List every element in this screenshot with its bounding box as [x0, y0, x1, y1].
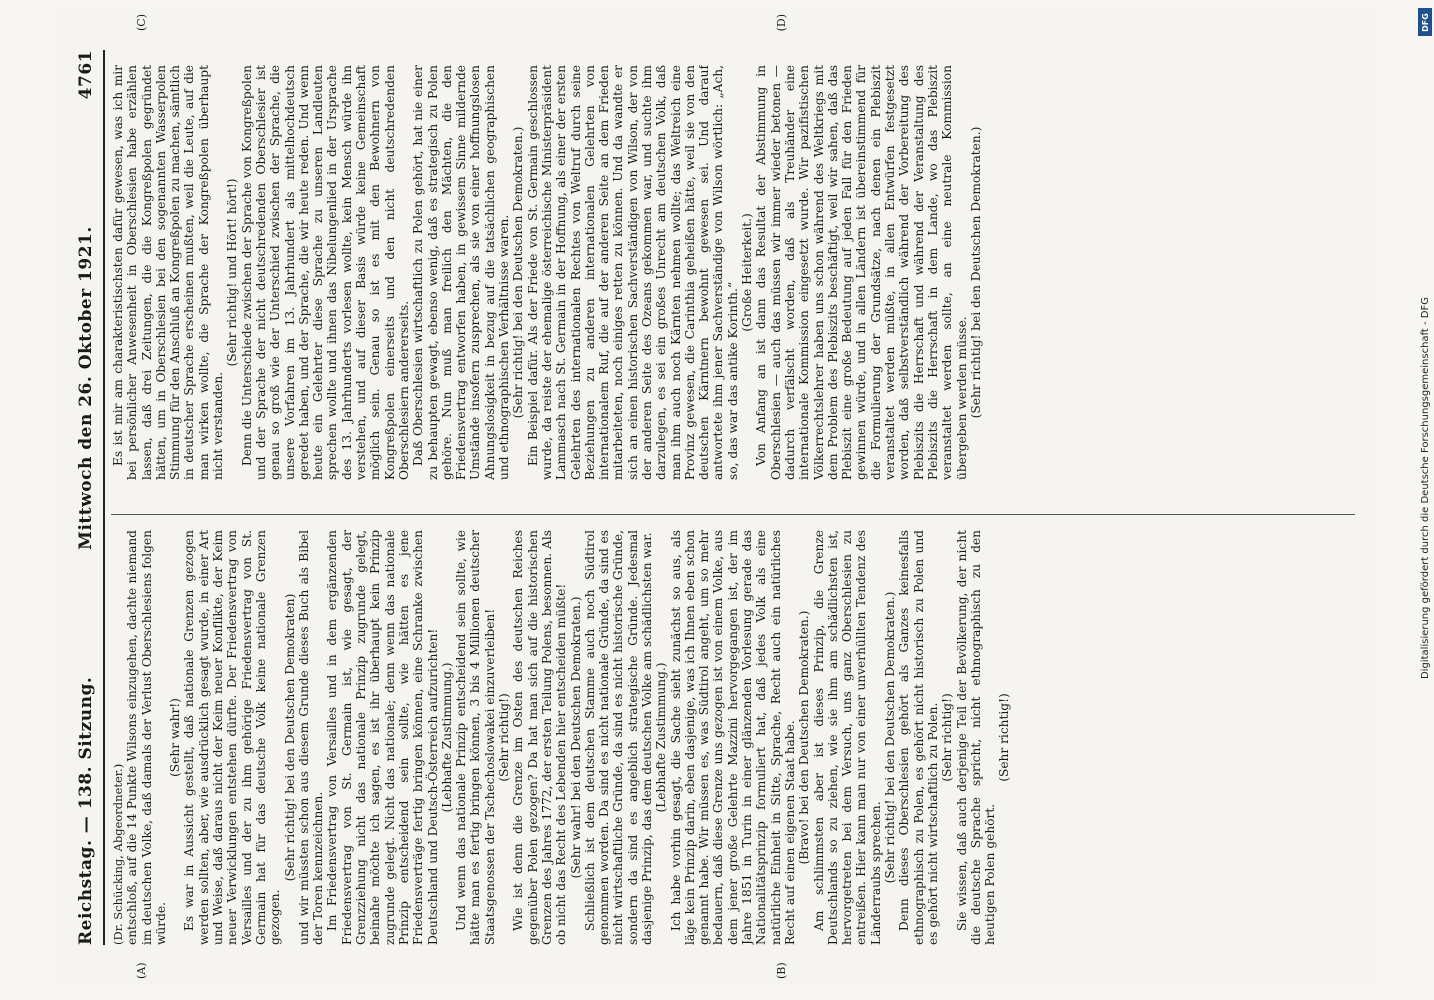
- interjection: (Sehr richtig! bei den Deutschen Demokraten): [282, 593, 297, 882]
- interjection: (Sehr richtig!): [940, 693, 955, 782]
- paragraph: Im Friedensvertrag von Versailles und in dem ergänzenden Friedensvertrag von St. Germain ist, wie gesagt, der Grenzziehung nicht das nationale Prinzip zugrunde gelegt, beinahe möchte ich sagen, es ist ihr überhaupt kein Prinzip zugrunde gelegt. Nicht das nationale; denn wenn das nationale Prinzip entscheidend sein sollte, wie hätten es jene Friedensverträge fertig bringen können, eine Schranke zwischen Deutschland und Deutsch-Österreich aufzurichten!: [325, 530, 440, 945]
- page-header: [73, 50, 99, 945]
- paragraph: entschloß, auf die 14 Punkte Wilsons einzugehen, dachte niemand im deutschen Volke, daß damals der Verlust Oberschlesiens folgen würde.: [125, 530, 168, 945]
- digitization-note: [1418, 40, 1434, 960]
- paragraph: Daß Oberschlesien wirtschaftlich zu Polen gehört, hat nie einer zu behaupten gewagt, ebenso wenig, daß es strategisch zu Polen gehöre. Nun muß man freilich den Mächten, die den Friedensvertrag entworfen haben, in gewissem Sinne mildernde Umstände insofern zusprechen, als sie von einer hoffnungslosen Ahnungslosigkeit in bezug auf die tatsächlichen geographischen und ethnographischen Verhältnisse waren.: [411, 65, 512, 480]
- margin-marker-c: (C): [135, 14, 148, 31]
- rotated-document-page: [55, 10, 1375, 985]
- interjection: (Sehr richtig! und Hört! hört!): [225, 178, 240, 367]
- paragraph: und wir müssten schon aus diesem Grunde dieses Buch als Bibel der Toren kennzeichnen.: [296, 530, 326, 945]
- interjection: (Sehr wahr!): [168, 698, 183, 777]
- interjection: (Große Heiterkeit.): [740, 213, 755, 332]
- interjection: (Sehr richtig! bei den Deutschen Demokraten.): [883, 591, 898, 884]
- column-divider: [111, 514, 1355, 515]
- paragraph: Und wenn das nationale Prinzip entscheidend sein sollte, wie hätte man es fertig bringen können, 3 bis 4 Millionen deutscher Staatsgenossen der Tschechoslowakei einzuverleiben!: [454, 530, 497, 945]
- interjection: (Lebhafte Zustimmung.): [439, 662, 454, 813]
- paragraph: Ein Beispiel dafür. Als der Friede von St. Germain geschlossen wurde, da reiste der ehemalige österreichische Ministerpräsident Lammasch nach St. Germain in der Hoffnung, als einer der ersten Gelehrten des internationalen Rechtes von Weltruf durch seine Beziehungen zu anderen internationalen Gelehrten von internationalem Ruf, die auf der anderen Seite an dem Frieden mitarbeiteten, noch einiges retten zu können. Und da wandte er sich an einen historischen Sachverständigen von Wilson, der von der anderen Seite des Ozeans gekommen war, und suchte ihm darzulegen, es sei ein großes Unrecht am deutschen Volk, daß man ihm auch noch Kärnten nehmen wollte; das Weltreich eine Provinz gewesen, die Carinthia geheißen hätte, weil sie von den deutschen Kärntnern bewohnt gewesen sei. Und darauf antwortete ihm jener Sachverständige von Wilson wörtlich: „Ach, so, das war das antike Korinth.“: [525, 65, 740, 480]
- page-number: 4761: [76, 50, 96, 100]
- paragraph: Denn die Unterschiede zwischen der Sprache von Kongreßpolen und der Sprache der nicht deutschredenden Oberschlesier ist genau so groß wie der Unterschied zwischen der Sprache, die unsere Vorfahren im 13. Jahrhundert als mittelhochdeutsch geredet haben, und der Sprache, die wir heute reden. Und wenn heute ein Gelehrter diese Sprache zu unseren Landleuten sprechen wollte und ihnen das Nibelungenlied in der Ursprache des 13. Jahrhunderts vorlesen wollte, kein Mensch würde ihn verstehen, und auf dieser Basis würde keine Gemeinschaft möglich sein. Genau so ist es mit den Bewohnern von Kongreßpolen einerseits und den nicht deutschredenden Oberschlesiern andererseits.: [239, 65, 411, 480]
- interjection: (Bravo! bei den Deutschen Demokraten.): [797, 610, 812, 865]
- header-rule: [103, 50, 105, 945]
- digitization-note-text: Digitalisierung gefördert durch die Deutsche Forschungsgemeinschaft - DFG: [1420, 297, 1431, 680]
- margin-marker-b: (B): [775, 962, 788, 979]
- right-text-column: [111, 65, 1355, 480]
- paragraph: Denn dieses Oberschlesien gehört als Ganzes keinesfalls ethnographisch zu Polen, es gehört nicht historisch zu Polen und es gehört nicht wirtschaftlich zu Polen.: [897, 530, 940, 945]
- interjection: (Sehr richtig!): [997, 693, 1012, 782]
- paragraph: Wie ist denn die Grenze im Osten des deutschen Reiches gegenüber Polen gezogen? Da hat man sich auf die historischen Grenzen des Jahres 1772, der ersten Teilung Polens, besonnen. Als ob nicht das Recht des Lebenden hier entscheiden müßte!: [511, 530, 569, 945]
- header-date: Mittwoch den 26. Oktober 1921.: [76, 226, 96, 550]
- dfg-logo: DFG: [1418, 8, 1432, 36]
- interjection: (Lebhafte Zustimmung.): [654, 662, 669, 813]
- margin-marker-a: (A): [135, 962, 148, 979]
- paragraph: Es war in Aussicht gestellt, daß nationale Grenzen gezogen werden sollten, aber, wie ausdrücklich gesagt wurde, in einer Art und Weise, daß daraus nicht der Keim neuer Konflikte, der Keim neuer Verwicklungen entstehen dürfte. Der Friedensvertrag von Versailles und der zu ihm gehörige Friedensvertrag von St. Germain hat für das deutsche Volk keine nationale Grenzen gezogen.: [182, 530, 283, 945]
- paragraph: Sie wissen, daß auch derjenige Teil der Bevölkerung, der nicht die deutsche Sprache spricht, nicht ethnographisch zu den heutigen Polen gehört.: [954, 530, 998, 945]
- margin-marker-d: (D): [775, 14, 788, 32]
- header-left: Reichstag. — 138. Sitzung.: [76, 676, 96, 945]
- left-text-column: [111, 530, 1355, 945]
- paragraph: Von Anfang an ist dann das Resultat der Abstimmung in Oberschlesien — auch das müssen wir immer wieder betonen — dadurch verfälscht worden, daß als Treuhänder eine internationale Kommission eingesetzt wurde. Wir pazifistischen Völkerrechtslehrer haben uns schon während des Weltkriegs mit dem Problem des Plebiszits beschäftigt, weil wir sahen, daß das Plebiszit eine große Bedeutung auf jeden Fall für den Frieden gewinnen würde, und in allen Ländern ist übereinstimmend für die Formulierung der Grundsätze, nach denen ein Plebiszit veranstaltet werden müßte, in allen Entwürfen festgesetzt worden, daß selbstverständlich während der Vorbereitung des Plebiszits die Herrschaft und während der Veranstaltung des Plebiszits die Herrschaft in dem Lande, wo das Plebiszit veranstaltet werden sollte, an eine neutrale Kommission übergeben werden müsse.: [754, 65, 969, 480]
- speaker-line: (Dr. Schücking, Abgeordneter.): [111, 763, 125, 945]
- interjection: (Sehr richtig! bei den Deutschen Demokraten.): [511, 126, 526, 419]
- interjection: (Sehr richtig!): [497, 693, 512, 782]
- interjection: (Sehr richtig! bei den Deutschen Demokraten.): [968, 126, 983, 419]
- paragraph: Es ist mir am charakteristischsten dafür gewesen, was ich mir bei persönlicher Anwesenheit in Oberschlesien habe erzählen lassen, daß drei Zeitungen, die die Kongreßpolen gegründet hätten, um in Oberschlesien bei den sogenannten Wasserpolen Stimmung für den Anschluß an Kongreßpolen zu machen, sämtlich in deutscher Sprache erscheinen mußten, weil die Leute, auf die man wirken wollte, die Sprache der Kongreßpolen überhaupt nicht verstanden.: [111, 65, 226, 480]
- interjection: (Sehr wahr! bei den Deutschen Demokraten.): [568, 596, 583, 879]
- paragraph: Am schlimmsten aber ist dieses Prinzip, die Grenze Deutschlands so zu ziehen, wie sie ihm am schädlichsten ist, hervorgetreten bei dem Versuch, uns ganz Oberschlesien zu entreißen. Hier kann man nur von einer unverhüllten Tendenz des Länderraubs sprechen.: [811, 530, 883, 945]
- paragraph: Ich habe vorhin gesagt, die Sache sieht zunächst so aus, als läge kein Prinzip darin, eben dasjenige, was ich Ihnen eben schon genannt habe. Wir müssen es, was Südtirol angeht, um so mehr bedauern, daß diese Grenze uns gezogen ist von einem Volke, aus dem jener große Gelehrte Mazzini hervorgegangen ist, der im Jahre 1851 in Turin in einer glänzenden Vorlesung gerade das Nationalitätsprinzip formuliert hat, daß jedes Volk als eine natürliche Einheit in Sitte, Sprache, Recht auch ein natürliches Recht auf einen eigenen Staat habe.: [668, 530, 797, 945]
- paragraph: Schließlich ist dem deutschen Stamme auch noch Südtirol genommen worden. Da sind es nicht nationale Gründe, da sind es nicht wirtschaftliche Gründe, da sind es nicht historische Gründe, sondern da sind es angeblich strategische Gründe. Jedesmal dasjenige Prinzip, das dem deutschen Volke am schädlichsten war.: [582, 530, 654, 945]
